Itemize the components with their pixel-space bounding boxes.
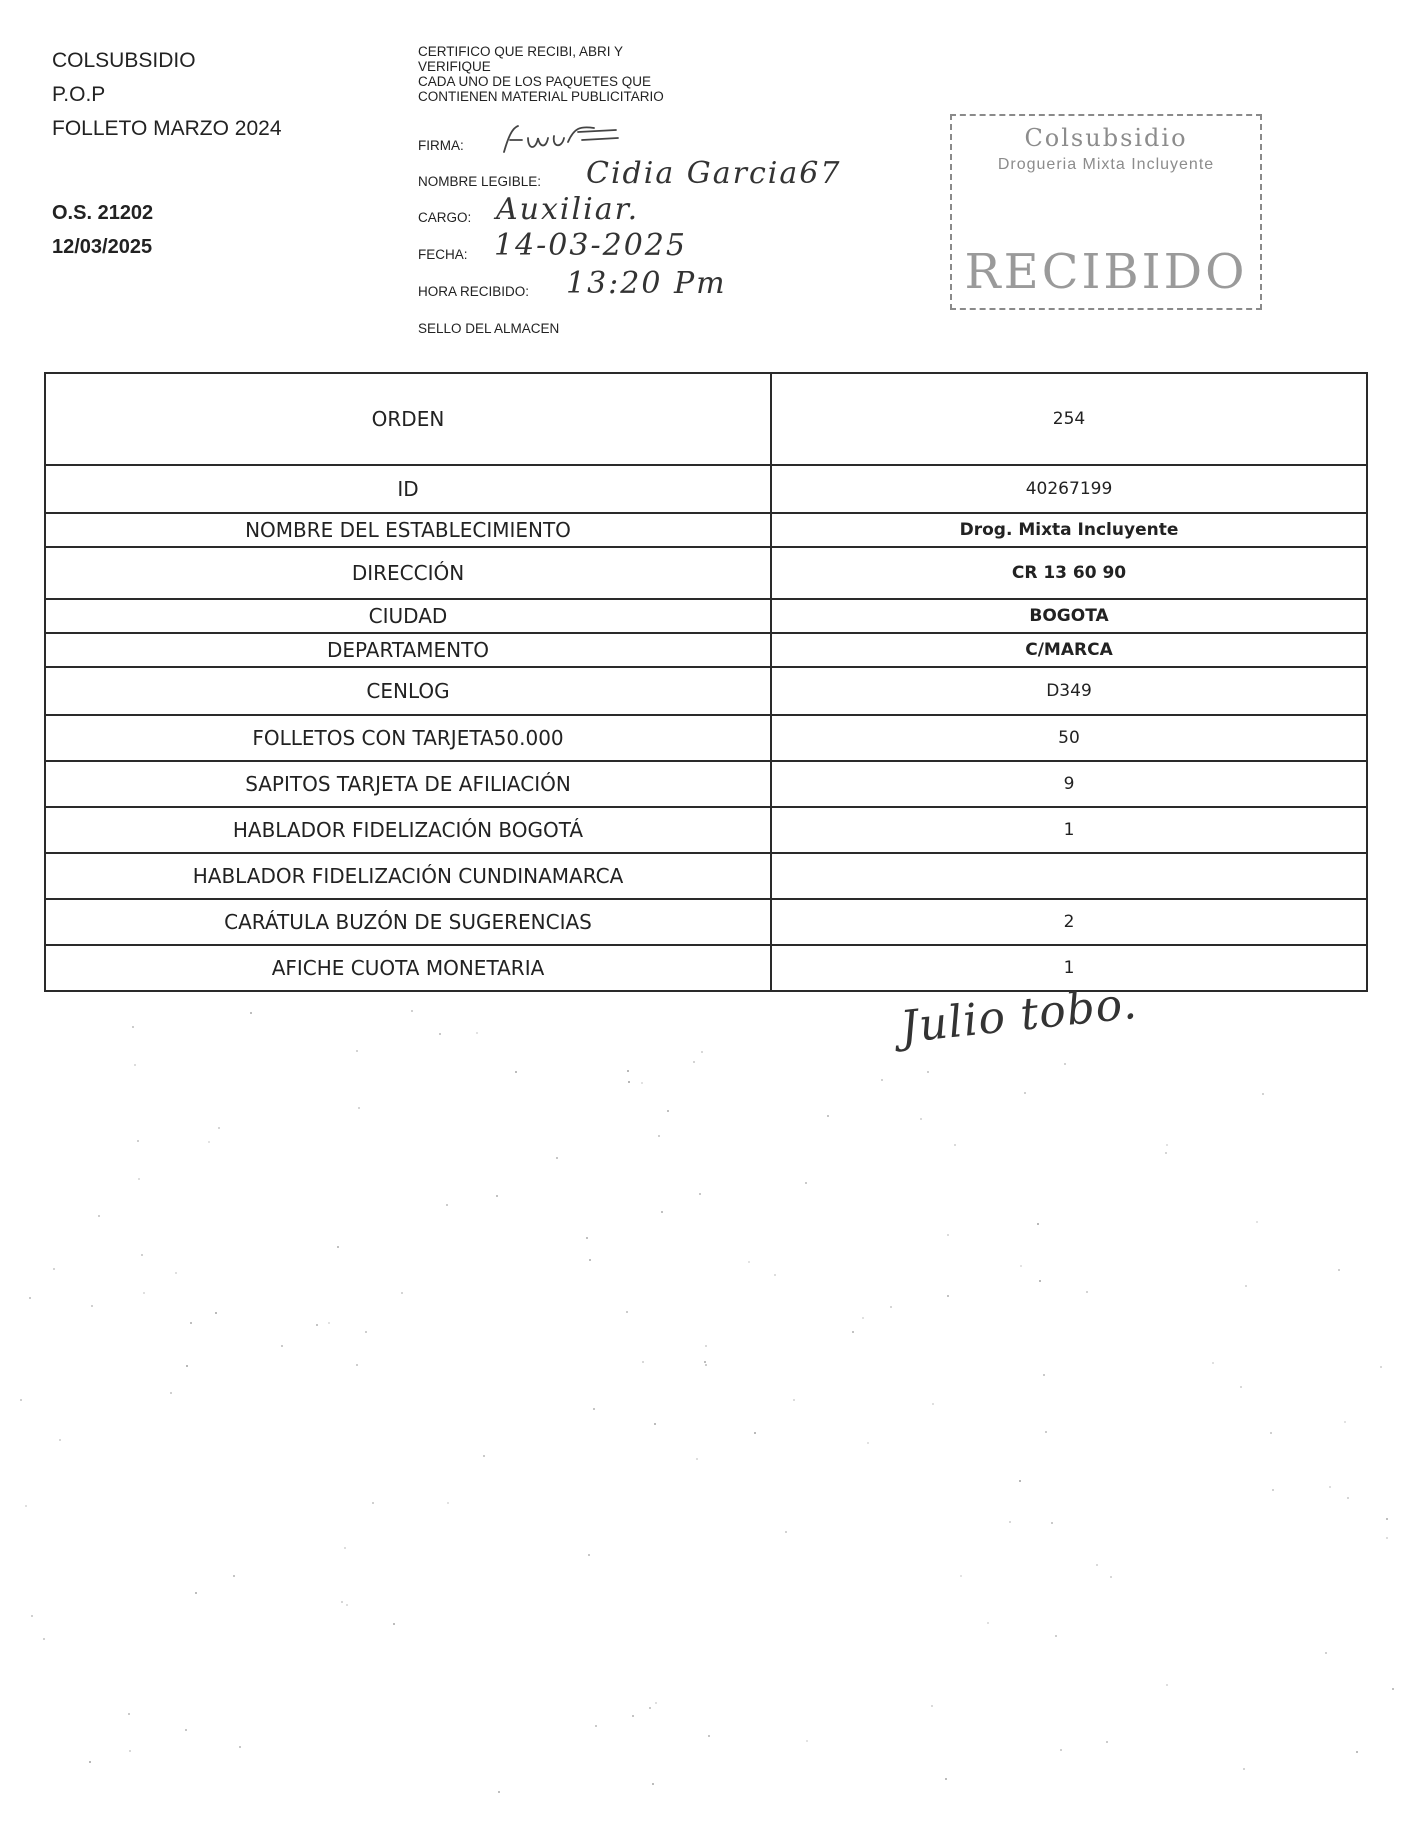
stamp-store: Drogueria Mixta Incluyente bbox=[997, 156, 1215, 173]
speckle bbox=[1344, 1421, 1346, 1423]
speckle bbox=[1240, 1386, 1242, 1388]
sello-label: SELLO DEL ALMACEN bbox=[418, 321, 560, 336]
service-order-date: 12/03/2025 bbox=[52, 236, 153, 258]
speckle bbox=[701, 1051, 703, 1053]
table-row bbox=[45, 513, 1367, 547]
row-value: D349 bbox=[771, 667, 1367, 715]
speckle bbox=[175, 1272, 177, 1274]
table-row bbox=[45, 853, 1367, 899]
table-row bbox=[45, 633, 1367, 667]
table-row bbox=[45, 667, 1367, 715]
speckle bbox=[556, 1157, 558, 1159]
service-order-number: O.S. 21202 bbox=[52, 202, 154, 224]
speckle bbox=[239, 1746, 241, 1748]
speckle bbox=[920, 1118, 922, 1120]
speckle bbox=[867, 1442, 869, 1444]
speckle bbox=[372, 1502, 374, 1504]
speckle bbox=[960, 1575, 962, 1577]
row-value bbox=[771, 853, 1367, 899]
row-label: NOMBRE DEL ESTABLECIMIENTO bbox=[45, 513, 771, 547]
table-row bbox=[45, 373, 1367, 465]
speckle bbox=[185, 1729, 187, 1731]
speckle bbox=[1166, 1144, 1168, 1146]
cert-line-4: CONTIENEN MATERIAL PUBLICITARIO bbox=[418, 89, 664, 104]
speckle bbox=[132, 1026, 134, 1028]
speckle bbox=[483, 1455, 485, 1457]
speckle bbox=[806, 1740, 808, 1742]
speckle bbox=[1262, 1093, 1264, 1095]
speckle bbox=[316, 1324, 318, 1326]
speckle bbox=[1272, 1489, 1274, 1491]
speckle bbox=[652, 1783, 654, 1785]
stamp-brand: Colsubsidio bbox=[1024, 124, 1188, 152]
company-header bbox=[52, 44, 282, 146]
speckle bbox=[793, 1399, 795, 1401]
speckle bbox=[862, 1317, 864, 1319]
row-label: CARÁTULA BUZÓN DE SUGERENCIAS bbox=[45, 899, 771, 945]
row-value: 40267199 bbox=[771, 465, 1367, 513]
speckle bbox=[233, 1575, 235, 1577]
received-stamp bbox=[950, 114, 1262, 310]
speckle bbox=[1096, 1564, 1098, 1566]
table-row bbox=[45, 547, 1367, 599]
speckle bbox=[1380, 1366, 1382, 1368]
stamp-received: RECIBIDO bbox=[964, 244, 1248, 300]
speckle bbox=[947, 1295, 949, 1297]
speckle bbox=[827, 1115, 829, 1117]
speckle bbox=[588, 1554, 590, 1556]
speckle bbox=[138, 1178, 140, 1180]
speckle bbox=[954, 1144, 956, 1146]
speckle bbox=[128, 1713, 130, 1715]
speckle bbox=[134, 1064, 136, 1066]
document-type: P.O.P bbox=[52, 83, 106, 106]
speckle bbox=[141, 1254, 143, 1256]
fecha-value: 14-03-2025 bbox=[494, 228, 687, 263]
speckle bbox=[328, 1322, 330, 1324]
speckle bbox=[59, 1439, 61, 1441]
cert-line-2: VERIFIQUE bbox=[418, 59, 491, 74]
table-row bbox=[45, 599, 1367, 633]
cargo-label: CARGO: bbox=[418, 210, 472, 225]
speckle bbox=[1329, 1486, 1331, 1488]
speckle bbox=[641, 1082, 643, 1084]
speckle bbox=[1356, 1751, 1358, 1753]
cert-line-3: CADA UNO DE LOS PAQUETES QUE bbox=[418, 74, 652, 89]
speckle bbox=[208, 1141, 210, 1143]
row-label: CENLOG bbox=[45, 667, 771, 715]
speckle bbox=[137, 1140, 139, 1142]
speckle bbox=[696, 1458, 698, 1460]
speckle bbox=[1060, 1749, 1062, 1751]
row-label: HABLADOR FIDELIZACIÓN CUNDINAMARCA bbox=[45, 853, 771, 899]
speckle bbox=[31, 1615, 33, 1617]
speckle bbox=[98, 1215, 100, 1217]
row-label: SAPITOS TARJETA DE AFILIACIÓN bbox=[45, 761, 771, 807]
table-row bbox=[45, 465, 1367, 513]
fecha-label: FECHA: bbox=[418, 247, 468, 262]
speckle bbox=[439, 1033, 441, 1035]
table-row bbox=[45, 761, 1367, 807]
speckle bbox=[143, 1292, 145, 1294]
speckle bbox=[1386, 1537, 1388, 1539]
speckle bbox=[649, 1707, 651, 1709]
speckle bbox=[748, 1261, 750, 1263]
table-row bbox=[45, 715, 1367, 761]
row-label: HABLADOR FIDELIZACIÓN BOGOTÁ bbox=[45, 807, 771, 853]
speckle bbox=[704, 1361, 706, 1363]
speckle bbox=[1212, 1362, 1214, 1364]
speckle bbox=[890, 1306, 892, 1308]
speckle bbox=[129, 1750, 131, 1752]
delivery-table bbox=[44, 372, 1368, 992]
speckle bbox=[341, 1601, 343, 1603]
speckle bbox=[927, 1071, 929, 1073]
hora-label: HORA RECIBIDO: bbox=[418, 284, 530, 299]
speckle bbox=[447, 1502, 449, 1504]
certification-text bbox=[418, 44, 738, 104]
speckle bbox=[655, 1702, 657, 1704]
speckle bbox=[281, 1345, 283, 1347]
speckle bbox=[1270, 1432, 1272, 1434]
speckle bbox=[932, 1403, 934, 1405]
table-row bbox=[45, 899, 1367, 945]
row-label: DIRECCIÓN bbox=[45, 547, 771, 599]
row-value: 2 bbox=[771, 899, 1367, 945]
speckle bbox=[654, 1423, 656, 1425]
speckle bbox=[1165, 1152, 1167, 1154]
firma-label: FIRMA: bbox=[418, 138, 464, 153]
speckle bbox=[344, 1547, 346, 1549]
speckle bbox=[43, 1638, 45, 1640]
speckle bbox=[754, 1432, 756, 1434]
speckle bbox=[705, 1345, 707, 1347]
signature-scribble bbox=[498, 118, 628, 160]
speckle bbox=[1392, 1688, 1394, 1690]
speckle bbox=[53, 1268, 55, 1270]
speckle bbox=[356, 1050, 358, 1052]
speckle bbox=[250, 1012, 252, 1014]
speckle bbox=[89, 1761, 91, 1763]
speckle bbox=[805, 1182, 807, 1184]
speckle bbox=[699, 1193, 701, 1195]
speckle bbox=[667, 1110, 669, 1112]
speckle bbox=[346, 1604, 348, 1606]
speckle bbox=[658, 1135, 660, 1137]
speckle bbox=[1024, 1092, 1026, 1094]
row-value: 254 bbox=[771, 373, 1367, 465]
row-value: CR 13 60 90 bbox=[771, 547, 1367, 599]
row-label: FOLLETOS CON TARJETA50.000 bbox=[45, 715, 771, 761]
speckle bbox=[476, 1032, 478, 1034]
speckle bbox=[170, 1392, 172, 1394]
speckle bbox=[1086, 1291, 1088, 1293]
row-value: Drog. Mixta Incluyente bbox=[771, 513, 1367, 547]
row-value: C/MARCA bbox=[771, 633, 1367, 667]
speckle bbox=[1055, 1635, 1057, 1637]
speckle bbox=[218, 1127, 220, 1129]
nombre-value: Cidia Garcia67 bbox=[586, 156, 842, 191]
speckle bbox=[705, 1364, 707, 1366]
speckle bbox=[947, 1234, 949, 1236]
speckle bbox=[29, 1297, 31, 1299]
speckle bbox=[1106, 1741, 1108, 1743]
brochure-title: FOLLETO MARZO 2024 bbox=[52, 117, 282, 140]
speckle bbox=[586, 1237, 588, 1239]
speckle bbox=[1166, 1684, 1168, 1686]
speckle bbox=[1051, 1522, 1053, 1524]
speckle bbox=[1243, 1768, 1245, 1770]
speckle bbox=[1009, 1521, 1011, 1523]
row-value: 50 bbox=[771, 715, 1367, 761]
speckle bbox=[931, 1705, 933, 1707]
speckle bbox=[852, 1331, 854, 1333]
nombre-label: NOMBRE LEGIBLE: bbox=[418, 174, 542, 189]
speckle bbox=[1064, 1063, 1066, 1065]
speckle bbox=[1110, 1576, 1112, 1578]
speckle bbox=[628, 1081, 630, 1083]
speckle bbox=[25, 1505, 27, 1507]
speckle bbox=[393, 1623, 395, 1625]
speckle bbox=[195, 1592, 197, 1594]
speckle bbox=[1019, 1480, 1021, 1482]
speckle bbox=[91, 1305, 93, 1307]
speckle bbox=[693, 1061, 695, 1063]
hora-value: 13:20 Pm bbox=[566, 266, 727, 301]
row-label: ID bbox=[45, 465, 771, 513]
speckle bbox=[1245, 1285, 1247, 1287]
speckle bbox=[337, 1246, 339, 1248]
speckle bbox=[1256, 1221, 1258, 1223]
speckle bbox=[627, 1070, 629, 1072]
row-value: BOGOTA bbox=[771, 599, 1367, 633]
row-value: 1 bbox=[771, 807, 1367, 853]
speckle bbox=[515, 1071, 517, 1073]
speckle bbox=[642, 1361, 644, 1363]
speckle bbox=[1043, 1374, 1045, 1376]
row-label: DEPARTAMENTO bbox=[45, 633, 771, 667]
speckle bbox=[1338, 1269, 1340, 1271]
row-value: 9 bbox=[771, 761, 1367, 807]
speckle bbox=[774, 1274, 776, 1276]
speckle bbox=[589, 1259, 591, 1261]
row-value: 1 bbox=[771, 945, 1367, 991]
speckle bbox=[881, 1079, 883, 1081]
speckle bbox=[358, 1107, 360, 1109]
speckle bbox=[593, 1408, 595, 1410]
speckle bbox=[626, 1311, 628, 1313]
row-label: ORDEN bbox=[45, 373, 771, 465]
service-order-block bbox=[52, 196, 153, 264]
speckle bbox=[708, 1735, 710, 1737]
speckle bbox=[1325, 1652, 1327, 1654]
speckle bbox=[401, 1292, 403, 1294]
row-label: AFICHE CUOTA MONETARIA bbox=[45, 945, 771, 991]
speckle bbox=[1039, 1280, 1041, 1282]
cert-line-1: CERTIFICO QUE RECIBI, ABRI Y bbox=[418, 44, 624, 59]
cargo-value: Auxiliar. bbox=[496, 192, 640, 227]
speckle bbox=[365, 1331, 367, 1333]
speckle bbox=[1020, 1265, 1022, 1267]
speckle bbox=[945, 1778, 947, 1780]
speckle bbox=[595, 1725, 597, 1727]
speckle bbox=[496, 1195, 498, 1197]
speckle bbox=[1386, 1518, 1388, 1520]
speckle bbox=[1347, 1497, 1349, 1499]
table-row bbox=[45, 807, 1367, 853]
row-label: CIUDAD bbox=[45, 599, 771, 633]
speckle bbox=[186, 1365, 188, 1367]
company-name: COLSUBSIDIO bbox=[52, 49, 196, 72]
speckle bbox=[661, 1211, 663, 1213]
table-row bbox=[45, 945, 1367, 991]
speckle bbox=[446, 1204, 448, 1206]
speckle bbox=[190, 1322, 192, 1324]
speckle bbox=[632, 1715, 634, 1717]
speckle bbox=[1037, 1223, 1039, 1225]
speckle bbox=[987, 1622, 989, 1624]
speckle bbox=[785, 1531, 787, 1533]
speckle bbox=[215, 1312, 217, 1314]
speckle bbox=[1045, 1431, 1047, 1433]
handwritten-signature: Julio tobo. bbox=[897, 977, 1140, 1054]
speckle bbox=[356, 1364, 358, 1366]
speckle bbox=[498, 1791, 500, 1793]
speckle bbox=[20, 1399, 22, 1401]
speckle bbox=[411, 1010, 413, 1012]
